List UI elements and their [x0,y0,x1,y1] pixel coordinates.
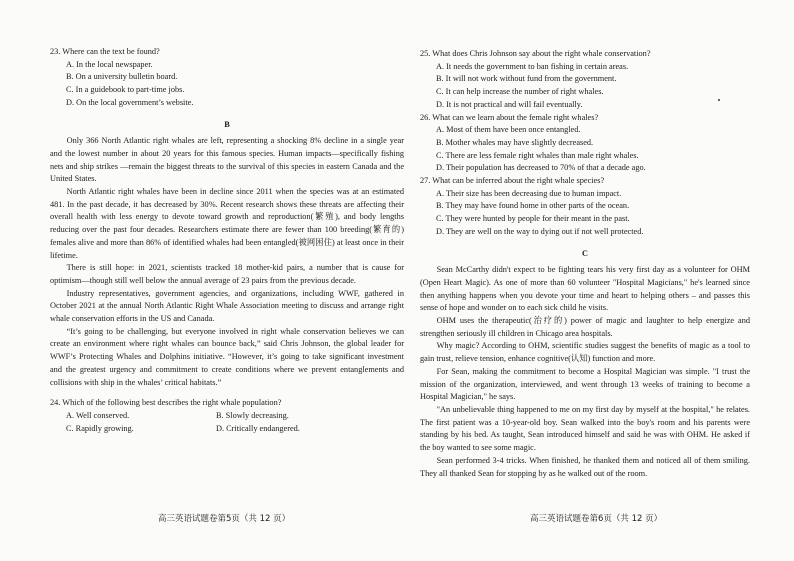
question-24: 24. Which of the following best describes the right whale population? [50,398,282,408]
q25-option-a: A. It needs the government to ban fishing in certain areas. [436,61,629,71]
q26-option-d: D. Their population has decreased to 70% of that a decade ago. [436,163,646,173]
passage-b-paragraph: “It’s going to be challenging, but everyone involved in right whale conservation believes we can create an environment where right whales can bounce back,” said Chris Johnson, the global leader for WWF’s Protecting Whales and Dolphins initiative. “However, it’s going to take significant investment and the greatest urgency and commitment to create conditions where we prevent entanglements and collisions with ship in the whales’ critical habitats.” [50,326,404,387]
q27-option-c: C. They were hunted by people for their meant in the past. [436,214,630,224]
q26-option-b: B. Mother whales may have slightly decreased. [436,137,594,147]
q27-option-a: A. Their size has been decreasing due to human impact. [436,188,622,198]
passage-c-paragraph: Sean McCarthy didn't expect to be fighting tears his very first day as a volunteer for OHM (Open Heart Magic). As one of more than 60 volunteer "Hospital Magicians," he's learned since then anything happens when you devote your time and heart to helping others – and passes this sense of hope and wonder on to each sick child he visits. [420,265,750,313]
q24-option-b: B. Slowly decreasing. [216,410,289,420]
q27-option-d: D. They are well on the way to dying out if not well protected. [436,226,644,236]
q23-option-a: A. In the local newspaper. [66,59,153,69]
q25-option-b: B. It will not work without fund from the government. [436,74,617,84]
passage-b-paragraph: North Atlantic right whales have been in decline since 2011 when the species was at an estimated 481. In the past decade, it has decreased by 30%. Recent research shows these threats are affecting their overall health with less energy to devote toward growth and reproduction(繁殖), and body lengths reducing over the past four decades. Researchers estimate there are fewer than 100 breeding(繁育的) females alive and more than 86% of identified whales had been entangled(被网困住) at least once in their lifetime. [50,187,404,260]
q23-option-c: C. In a guidebook to part-time jobs. [66,85,185,95]
q24-options [66,410,404,435]
q26-option-a: A. Most of them have been once entangled. [436,125,581,135]
passage-b-paragraph: There is still hope: in 2021, scientists tracked 18 mother-kid pairs, a number that is cause for optimism—though still well below the annual average of 23 pairs from the previous decade. [50,263,404,285]
q23-option-d: D. On the local government’s website. [66,97,194,107]
q24-option-a: A. Well conserved. [66,410,130,420]
q24-option-d: D. Critically endangered. [216,423,300,433]
passage-c-paragraph: For Sean, making the commitment to become a Hospital Magician was simple. "I trust the mission of the organization, interviewed, and went through 13 weeks of training to become a Hospital Magician," he says. [420,366,750,402]
passage-b-paragraph: Industry representatives, government agencies, and organizations, including WWF, gathered in October 2021 at the annual North Atlantic Right Whale Association meeting to discuss and arrange right whale conservation efforts in the US and Canada. [50,288,404,324]
q26-option-c: C. There are less female right whales than male right whales. [436,150,639,160]
section-c-heading: C [582,248,588,258]
q23-option-b: B. On a university bulletin board. [66,72,178,82]
page-footer-right: 高三英语试题卷第6页（共 12 页） [530,514,663,524]
q24-option-c: C. Rapidly growing. [66,423,134,433]
passage-c-paragraph: OHM uses the therapeutic(治疗的) power of magic and laughter to help energize and strengthen seriously ill children in Chicago area hospitals. [420,316,750,338]
page-footer-left: 高三英语试题卷第5页（共 12 页） [158,514,291,524]
q27-option-b: B. They may have found home in other parts of the ocean. [436,201,630,211]
question-26: 26. What can we learn about the female right whales? [420,112,599,122]
section-b-heading: B [224,119,230,129]
q25-option-d: D. It is not practical and will fail eventually. [436,99,583,109]
scan-speck [718,99,720,101]
q25-option-c: C. It can help increase the number of right whales. [436,87,604,97]
passage-c-paragraph: Sean performed 3-4 tricks. When finished, he thanked them and noticed all of them smiling. They all thanked Sean for stopping by as he walked out of the room. [420,455,750,478]
question-23: 23. Where can the text be found? [50,47,160,56]
passage-b-paragraph: Only 366 North Atlantic right whales are left, representing a shocking 8% decline in a single year and the lowest number in about 20 years for this famous species. Human impacts—specifically fishing nets and ship strikes —remain the biggest threats to the survival of this species in eastern Canada and the United States. [50,136,404,184]
passage-c-paragraph: Why magic? According to OHM, scientific studies suggest the benefits of magic as a tool to gain trust, relieve tension, enhance cognitive(认知) function and more. [420,341,750,364]
question-27: 27. What can be inferred about the right whale species? [420,176,605,186]
left-column [50,46,404,435]
right-column [420,48,750,480]
question-25: 25. What does Chris Johnson say about the right whale conservation? [420,49,651,58]
passage-c-paragraph: "An unbelievable thing happened to me on my first day by myself at the hospital," he relates. The first patient was a 10-year-old boy. Sean walked into the boy's room and his parents were standing by his bed. As taught, Sean introduced himself and said he was with OHM. He asked if the boy wanted to see some magic. [420,404,750,453]
